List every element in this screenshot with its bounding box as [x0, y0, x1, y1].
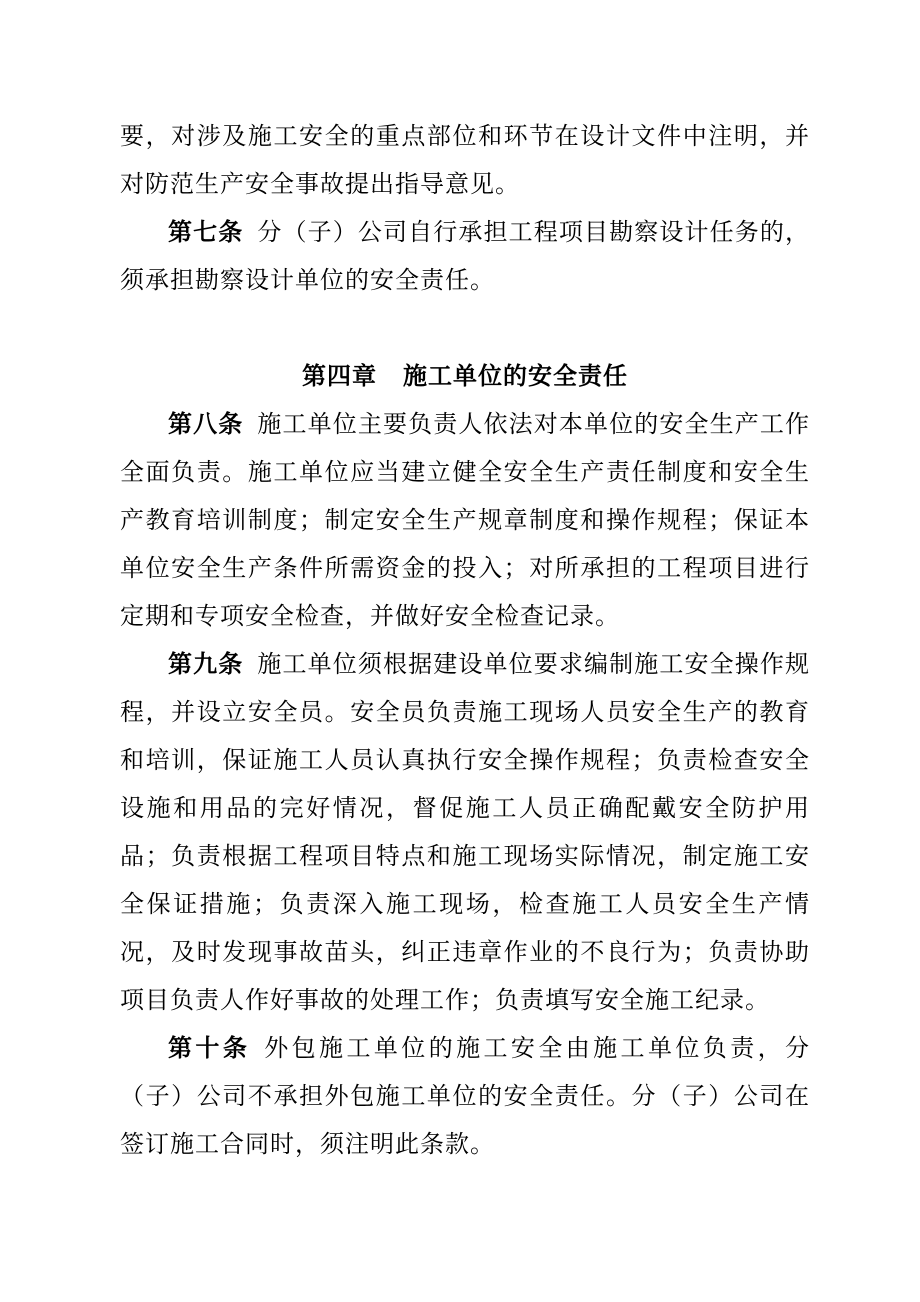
article-7 — [120, 208, 810, 304]
article-number: 第七条 — [168, 218, 244, 246]
article-10 — [120, 1024, 810, 1168]
article-number: 第十条 — [168, 1034, 251, 1062]
paragraph-continuation — [120, 112, 810, 208]
chapter-heading — [120, 352, 810, 400]
article-text: 分（子）公司自行承担工程项目勘察设计任务的，须承担勘察设计单位的安全责任。 — [120, 218, 810, 294]
article-number: 第九条 — [168, 650, 244, 678]
document-page — [120, 112, 810, 1168]
chapter-title: 施工单位的安全责任 — [403, 362, 628, 390]
article-number: 第八条 — [168, 410, 244, 438]
article-text: 施工单位主要负责人依法对本单位的安全生产工作全面负责。施工单位应当建立健全安全生产责任制度和安全生产教育培训制度；制定安全生产规章制度和操作规程；保证本单位安全生产条件所需资金的投入；对所承担的工程项目进行定期和专项安全检查，并做好安全检查记录。 — [120, 410, 810, 630]
article-8 — [120, 400, 810, 640]
article-9 — [120, 640, 810, 1024]
chapter-number: 第四章 — [302, 362, 377, 390]
article-text: 施工单位须根据建设单位要求编制施工安全操作规程，并设立安全员。安全员负责施工现场人员安全生产的教育和培训，保证施工人员认真执行安全操作规程；负责检查安全设施和用品的完好情况，督促施工人员正确配戴安全防护用品；负责根据工程项目特点和施工现场实际情况，制定施工安全保证措施；负责深入施工现场，检查施工人员安全生产情况，及时发现事故苗头，纠正违章作业的不良行为；负责协助项目负责人作好事故的处理工作；负责填写安全施工纪录。 — [120, 650, 810, 1014]
article-text: 外包施工单位的施工安全由施工单位负责，分（子）公司不承担外包施工单位的安全责任。分（子）公司在签订施工合同时，须注明此条款。 — [120, 1034, 811, 1158]
paragraph-text: 要，对涉及施工安全的重点部位和环节在设计文件中注明，并对防范生产安全事故提出指导意见。 — [120, 122, 810, 198]
